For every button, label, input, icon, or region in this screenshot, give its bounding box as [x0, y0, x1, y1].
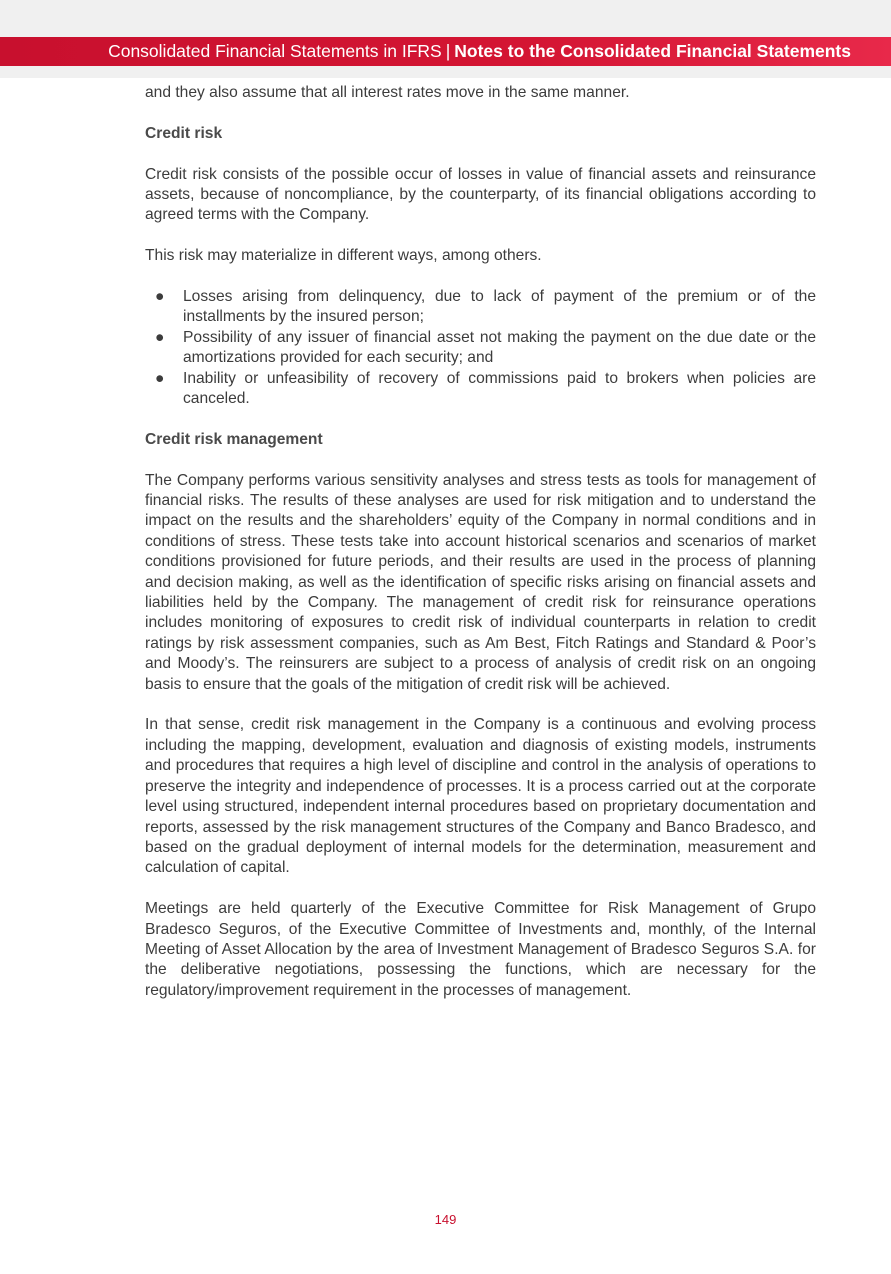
paragraph-committee-meetings: Meetings are held quarterly of the Executive Committee for Risk Management of Grupo Bradesco Seguros, of the Executive Committee of Investments and, monthly, of the Internal Meeting of Asset Allocation by the area of Investment Management of Bradesco Seguros S.A. for the deliberative negotiations, possessing the functions, which are necessary for the regulatory/improvement requirement in the processes of management. — [145, 900, 816, 999]
continued-paragraph: and they also assume that all interest rates move in the same manner. — [145, 84, 630, 101]
list-item-text: Possibility of any issuer of financial asset not making the payment on the due date or the amortizations provided for each security; and — [183, 328, 816, 367]
credit-risk-management-heading: Credit risk management — [145, 430, 323, 448]
list-item — [145, 369, 816, 410]
document-header — [0, 37, 891, 66]
list-item — [145, 287, 816, 328]
header-shadow-band — [0, 66, 891, 78]
list-item — [145, 328, 816, 369]
bullet-icon: ● — [155, 369, 165, 387]
credit-risk-list — [145, 287, 816, 409]
page-body — [145, 83, 816, 1001]
page-number: 149 — [434, 1212, 457, 1227]
credit-risk-definition: Credit risk consists of the possible occur of losses in value of financial assets and reinsurance assets, because of noncompliance, by the counterparty, of its financial obligations according to agreed terms with the Company. — [145, 165, 816, 224]
credit-risk-heading: Credit risk — [145, 124, 223, 142]
bullet-icon: ● — [155, 328, 165, 346]
credit-risk-forms-intro: This risk may materialize in different ways, among others. — [145, 247, 542, 265]
bullet-icon: ● — [155, 288, 165, 305]
top-margin-band — [0, 0, 891, 37]
list-item-text: Inability or unfeasibility of recovery of commissions paid to brokers when policies are canceled. — [183, 369, 816, 408]
paragraph-sensitivity-analyses: The Company performs various sensitivity analyses and stress tests as tools for management of financial risks. The results of these analyses are used for risk mitigation and to understand the impact on the results and the shareholders’ equity of the Company in normal conditions and in conditions of stress. These tests take into account historical scenarios and scenarios of market conditions provisioned for future periods, and their results are used in the process of planning and decision making, as well as the identification of specific risks arising on financial assets and liabilities held by the Company. The management of credit risk for reinsurance operations includes monitoring of exposures to credit risk of individual counterparts in relation to credit ratings by risk assessment companies, such as Am Best, Fitch Ratings and Standard & Poor’s and Moody’s. The reinsurers are subject to a process of analysis of credit risk on an ongoing basis to ensure that the goals of the mitigation of credit risk will be achieved. — [145, 471, 816, 693]
list-item-text: Losses arising from delinquency, due to lack of payment of the premium or of the installments by the insured person; — [183, 288, 816, 326]
paragraph-continuous-process: In that sense, credit risk management in the Company is a continuous and evolving process including the mapping, development, evaluation and diagnosis of existing models, instruments and procedures that requires a high level of discipline and control in the analysis of operations to preserve the integrity and independence of processes. It is a process carried out at the corporate level using structured, independent internal procedures based on proprietary documentation and reports, assessed by the risk management structures of the Company and Banco Bradesco, and based on the gradual deployment of internal models for the determination, measurement and calculation of capital. — [145, 716, 816, 877]
header-section-title: Consolidated Financial Statements in IFRS — [108, 41, 442, 61]
header-subsection-title: Notes to the Consolidated Financial Statements — [454, 41, 851, 61]
header-separator: | — [445, 41, 451, 61]
